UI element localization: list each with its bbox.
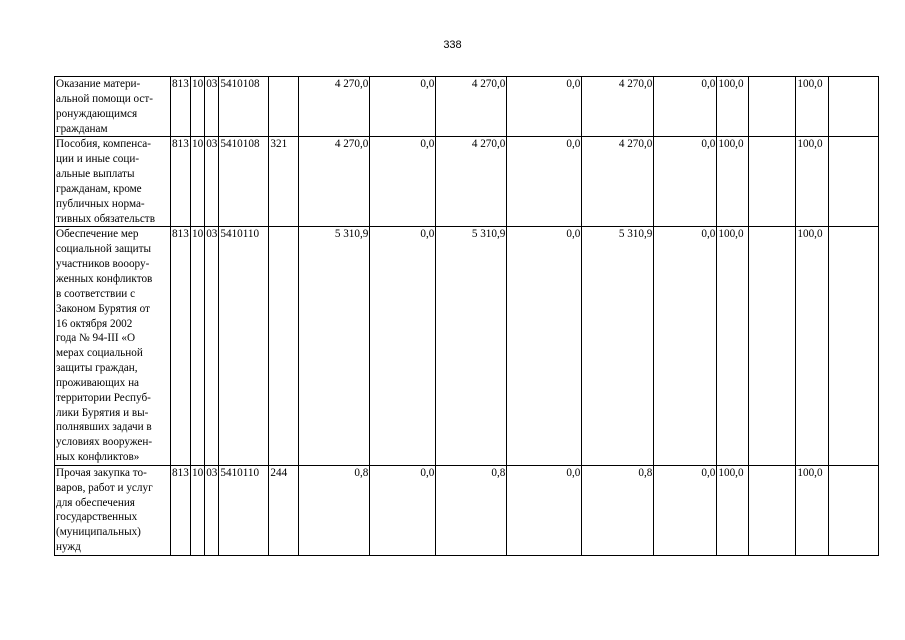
cell-approved-federal: 0,0	[370, 77, 436, 137]
name-line: государственных	[56, 511, 138, 524]
name-line: Оказание матери-	[56, 78, 141, 90]
name-line: мерах социальной	[56, 347, 143, 360]
cell-executed: 5 310,9	[582, 227, 654, 466]
name-line: условиях вооружен-	[56, 436, 153, 449]
cell-specified-federal: 0,0	[507, 77, 582, 137]
cell-pr: 03	[205, 137, 219, 227]
name-line: 16 октября 2002	[56, 317, 133, 330]
cell-csr: 5410110	[219, 465, 269, 555]
budget-table	[54, 76, 879, 556]
cell-approved: 5 310,9	[299, 227, 370, 466]
cell-pr: 03	[205, 77, 219, 137]
cell-name	[55, 137, 171, 227]
cell-percent-approved-federal	[749, 227, 796, 466]
cell-percent-specified: 100,0	[796, 77, 829, 137]
name-line: социальной защиты	[56, 243, 152, 256]
cell-percent-approved-federal	[749, 137, 796, 227]
name-line: полнявших задачи в	[56, 421, 152, 434]
cell-approved: 0,8	[299, 465, 370, 555]
name-line: Обеспечение мер	[56, 228, 139, 241]
cell-approved: 4 270,0	[299, 77, 370, 137]
cell-specified-federal: 0,0	[507, 137, 582, 227]
name-line: гражданам	[56, 122, 108, 135]
name-line: женных конфликтов	[56, 272, 153, 285]
cell-approved-federal: 0,0	[370, 465, 436, 555]
cell-percent-specified: 100,0	[796, 137, 829, 227]
cell-executed-federal: 0,0	[654, 137, 717, 227]
name-line: в соответствии с	[56, 287, 136, 300]
cell-approved: 4 270,0	[299, 137, 370, 227]
cell-executed: 0,8	[582, 465, 654, 555]
cell-ved: 813	[171, 465, 191, 555]
table-row	[55, 227, 879, 466]
cell-rz: 10	[191, 227, 205, 466]
table-row	[55, 137, 879, 227]
cell-specified-federal: 0,0	[507, 465, 582, 555]
name-line: лики Бурятия и вы-	[56, 406, 149, 419]
name-line: варов, работ и услуг	[56, 481, 153, 494]
table-body	[55, 77, 879, 556]
page-number: 338	[443, 39, 462, 51]
cell-executed-federal: 0,0	[654, 77, 717, 137]
name-line: Пособия, компенса-	[56, 138, 151, 151]
name-line: защиты граждан,	[56, 362, 138, 375]
cell-percent-specified: 100,0	[796, 227, 829, 466]
cell-pr: 03	[205, 465, 219, 555]
cell-percent-approved: 100,0	[717, 77, 749, 137]
cell-executed-federal: 0,0	[654, 465, 717, 555]
cell-vr: 244	[269, 465, 299, 555]
cell-specified: 4 270,0	[436, 137, 507, 227]
name-line: нужд	[56, 541, 81, 554]
name-line: ронуждающимся	[56, 107, 138, 120]
cell-specified: 4 270,0	[436, 77, 507, 137]
name-line: гражданам, кроме	[56, 182, 142, 195]
cell-percent-specified: 100,0	[796, 465, 829, 555]
cell-name	[55, 77, 171, 137]
cell-ved: 813	[171, 227, 191, 466]
cell-percent-specified-federal	[829, 77, 879, 137]
table-row	[55, 77, 879, 137]
cell-percent-specified-federal	[829, 465, 879, 555]
cell-csr: 5410110	[219, 227, 269, 466]
name-line: проживающих на	[56, 376, 140, 389]
cell-executed-federal: 0,0	[654, 227, 717, 466]
cell-rz: 10	[191, 465, 205, 555]
cell-csr: 5410108	[219, 137, 269, 227]
name-line: (муниципальных)	[56, 526, 141, 539]
name-line: альные выплаты	[56, 168, 135, 181]
name-line: участников вооору-	[56, 258, 150, 271]
cell-rz: 10	[191, 77, 205, 137]
table-row	[55, 465, 879, 555]
name-line: Прочая закупка то-	[56, 466, 147, 479]
cell-percent-approved-federal	[749, 77, 796, 137]
name-line: территории Респуб-	[56, 391, 151, 404]
cell-vr	[269, 77, 299, 137]
cell-executed: 4 270,0	[582, 137, 654, 227]
cell-ved: 813	[171, 137, 191, 227]
cell-vr: 321	[269, 137, 299, 227]
cell-csr: 5410108	[219, 77, 269, 137]
cell-percent-approved: 100,0	[717, 227, 749, 466]
cell-name	[55, 227, 171, 466]
cell-percent-specified-federal	[829, 137, 879, 227]
name-line: ных конфликтов»	[56, 451, 140, 464]
cell-percent-approved: 100,0	[717, 465, 749, 555]
cell-name	[55, 465, 171, 555]
cell-ved: 813	[171, 77, 191, 137]
cell-percent-approved: 100,0	[717, 137, 749, 227]
cell-specified-federal: 0,0	[507, 227, 582, 466]
cell-specified: 5 310,9	[436, 227, 507, 466]
name-line: для обеспечения	[56, 496, 135, 509]
name-line: тивных обязательств	[56, 212, 155, 225]
cell-pr: 03	[205, 227, 219, 466]
name-line: публичных норма-	[56, 197, 145, 210]
name-line: года № 94-III «О	[56, 332, 136, 345]
cell-executed: 4 270,0	[582, 77, 654, 137]
cell-approved-federal: 0,0	[370, 227, 436, 466]
name-line: Законом Бурятия от	[56, 302, 150, 315]
cell-percent-approved-federal	[749, 465, 796, 555]
cell-specified: 0,8	[436, 465, 507, 555]
cell-vr	[269, 227, 299, 466]
name-line: альной помощи ост-	[56, 92, 154, 105]
cell-approved-federal: 0,0	[370, 137, 436, 227]
cell-rz: 10	[191, 137, 205, 227]
cell-percent-specified-federal	[829, 227, 879, 466]
name-line: ции и иные соци-	[56, 153, 140, 166]
